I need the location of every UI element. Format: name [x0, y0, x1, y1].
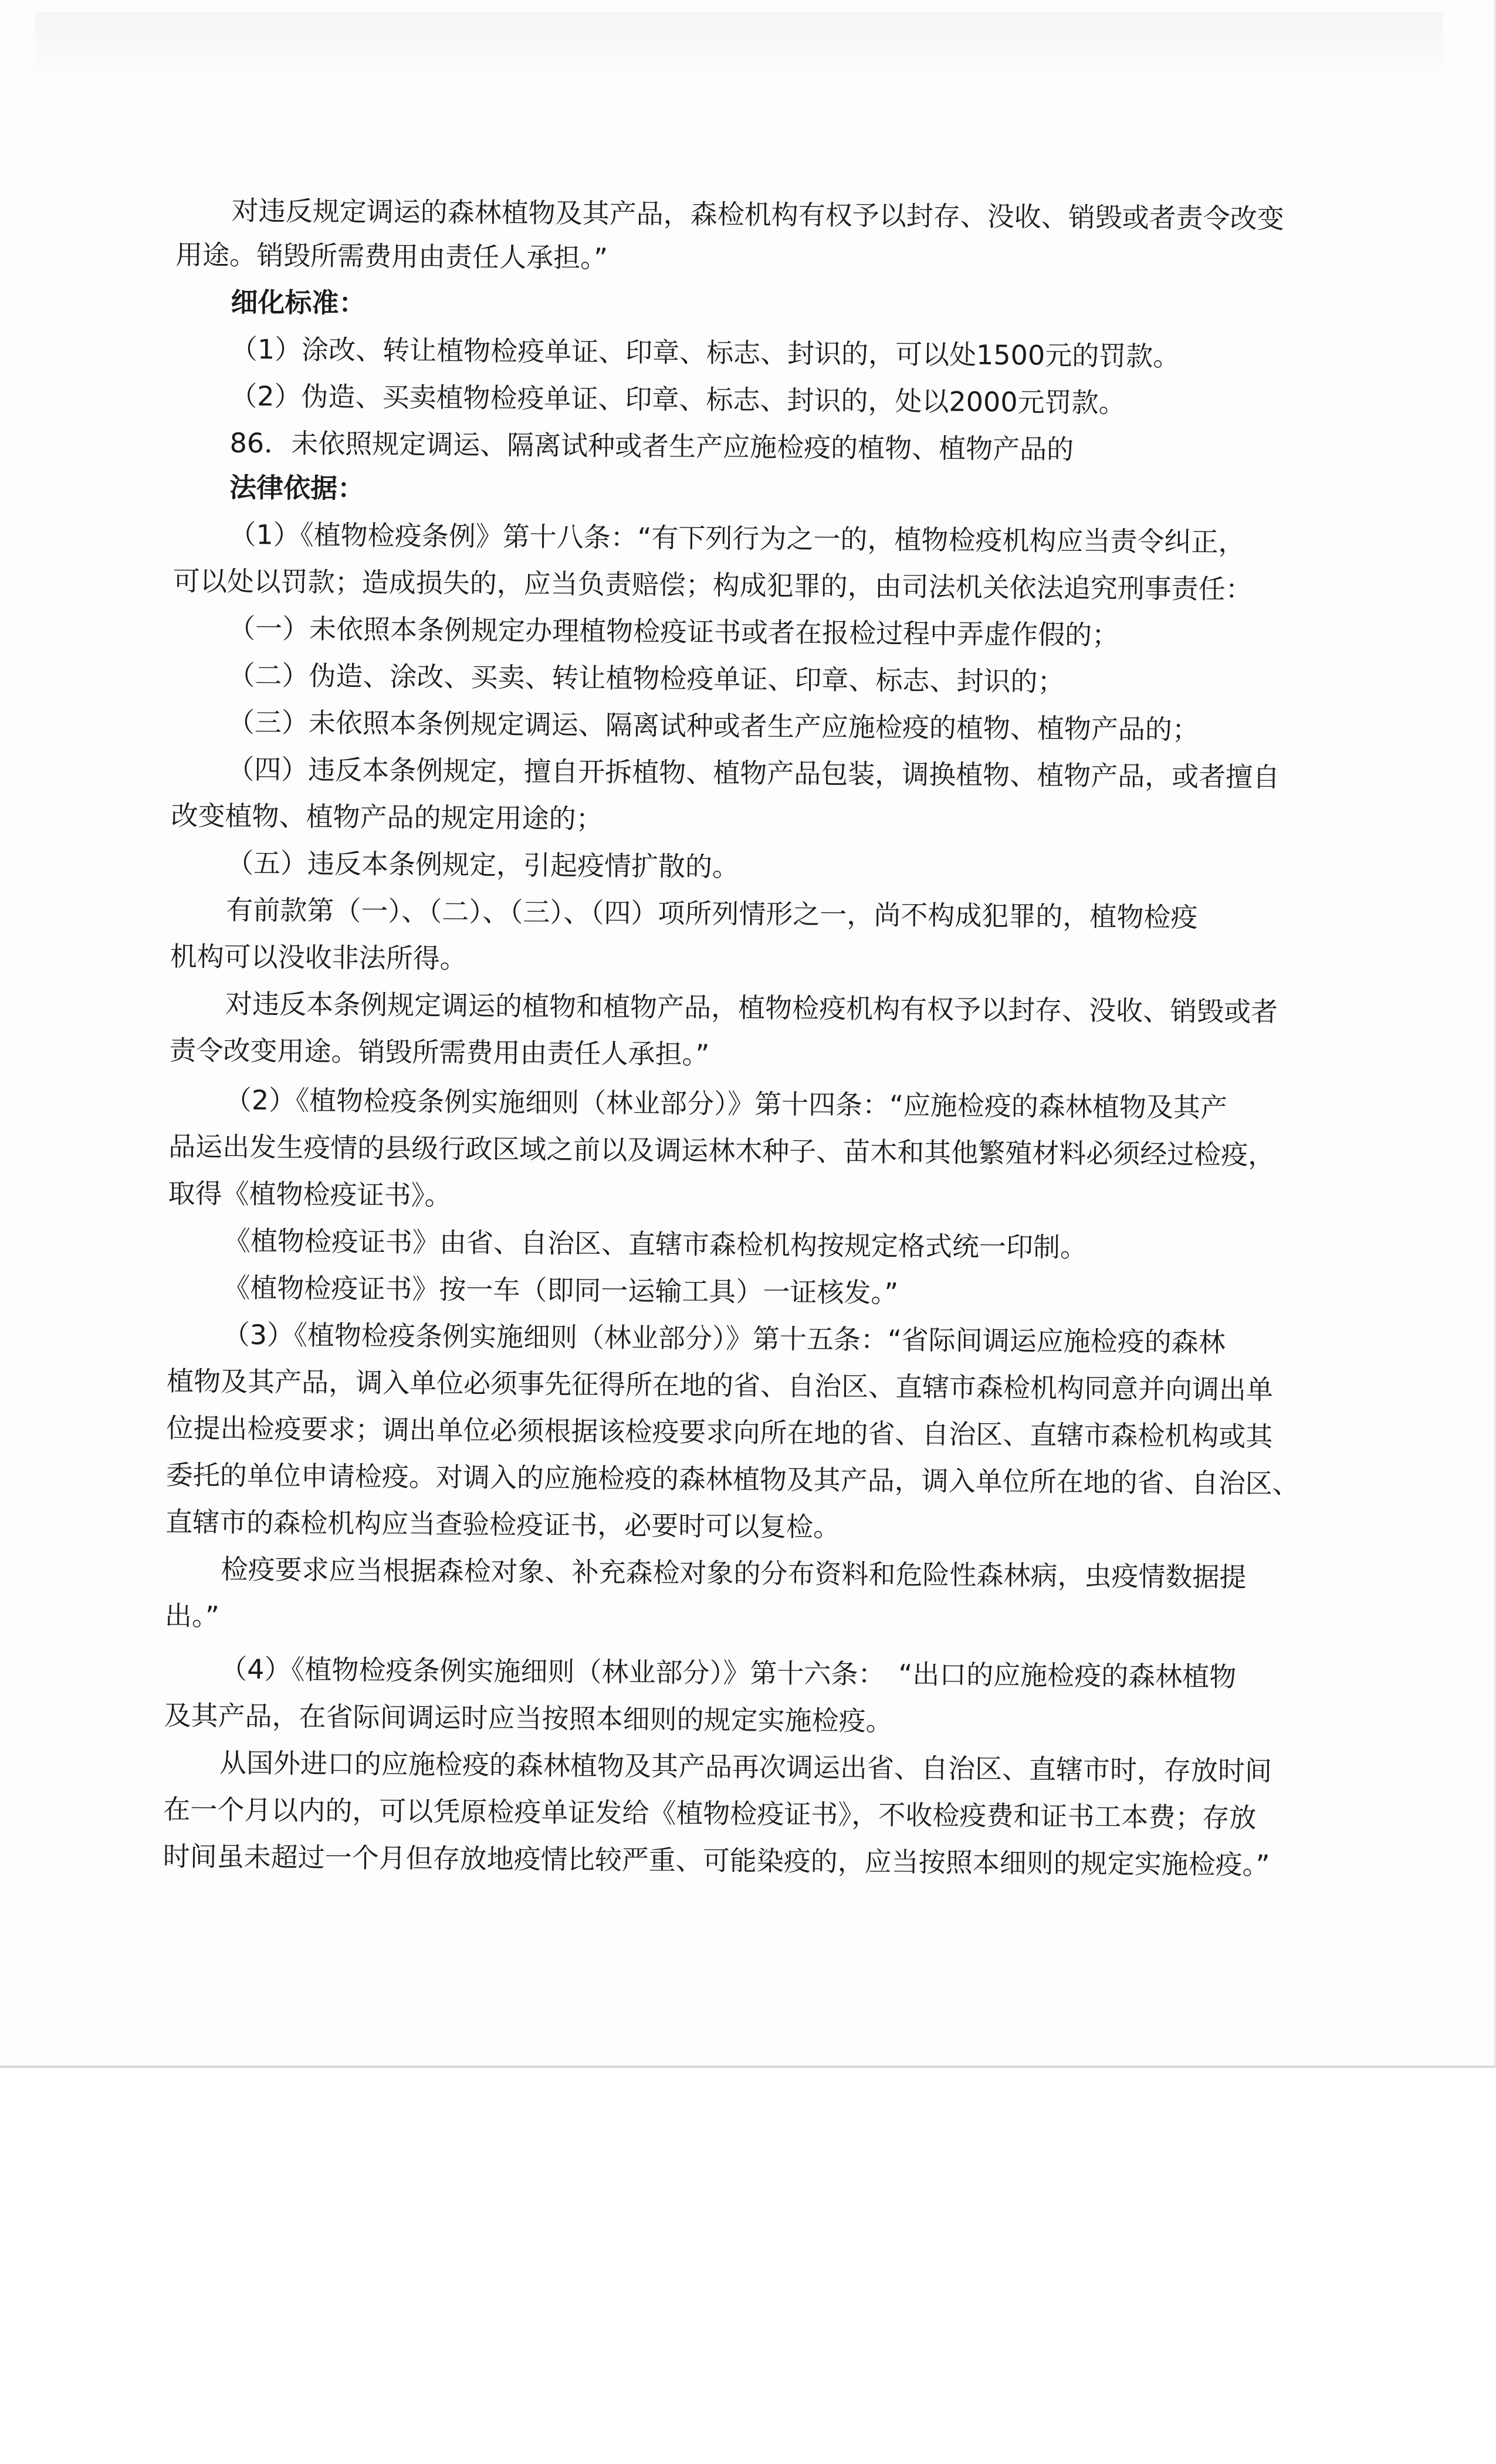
text-line: 《植物检疫证书》按一车（即同一运输工具）一证核发。” [223, 1271, 899, 1309]
text-line: （2）伪造、买卖植物检疫单证、印章、标志、封识的，处以2000元罚款。 [230, 380, 1126, 419]
text-line: 植物及其产品，调入单位必须事先征得所在地的省、自治区、直辖市森检机构同意并向调出单 [166, 1365, 1274, 1406]
text-line: 从国外进口的应施检疫的森林植物及其产品再次调运出省、自治区、直辖市时，存放时间 [219, 1747, 1272, 1787]
document-body [163, 194, 1320, 1881]
text-line: 改变植物、植物产品的规定用途的； [171, 799, 603, 835]
scan-shadow [35, 12, 1443, 82]
text-line: 及其产品，在省际间调运时应当按照本细则的规定实施检疫。 [164, 1699, 893, 1737]
text-line: 委托的单位申请检疫。对调入的应施检疫的森林植物及其产品，调入单位所在地的省、自治区、 [165, 1458, 1299, 1500]
text-line: 有前款第（一）、（二）、（三）、（四）项所列情形之一，尚不构成犯罪的，植物检疫 [226, 893, 1198, 933]
text-line: （二）伪造、涂改、买卖、转让植物检疫单证、印章、标志、封识的； [228, 659, 1065, 698]
text-line: （4）《植物检疫条例实施细则（林业部分）》第十六条： “出口的应施检疫的森林植物 [220, 1653, 1237, 1693]
text-line: 直辖市的森检机构应当查验检疫证书，必要时可以复检。 [165, 1505, 841, 1543]
text-line: （1）涂改、转让植物检疫单证、印章、标志、封识的，可以处1500元的罚款。 [230, 333, 1180, 373]
section-heading: 法律依据： [229, 471, 365, 505]
text-line: 用途。销毁所需费用由责任人承担。” [175, 238, 608, 274]
text-line: 可以处以罚款；造成损失的，应当负责赔偿；构成犯罪的，由司法机关依法追究刑事责任： [172, 564, 1253, 605]
text-line: 责令改变用途。销毁所需费用由责任人承担。” [169, 1034, 710, 1071]
text-line: （1）《植物检疫条例》第十八条：“有下列行为之一的，植物检疫机构应当责令纠正， [229, 518, 1245, 559]
text-line: 机构可以没收非法所得。 [170, 940, 467, 974]
text-line: 出。” [164, 1599, 220, 1632]
text-line: 取得《植物检疫证书》。 [168, 1177, 452, 1211]
item-heading: 86．未依照规定调运、隔离试种或者生产应施检疫的植物、植物产品的 [229, 427, 1074, 466]
text-line: （2）《植物检疫条例实施细则（林业部分）》第十四条：“应施检疫的森林植物及其产 [224, 1084, 1228, 1124]
text-line: 在一个月以内的，可以凭原检疫单证发给《植物检疫证书》，不收检疫费和证书工本费；存放 [163, 1793, 1257, 1834]
text-line: 位提出检疫要求；调出单位必须根据该检疫要求向所在地的省、自治区、直辖市森检机构或其 [166, 1412, 1273, 1453]
text-line: 检疫要求应当根据森检对象、补充森检对象的分布资料和危险性森林病，虫疫情数据提 [221, 1553, 1247, 1593]
text-line: 对违反规定调运的森林植物及其产品，森检机构有权予以封存、没收、销毁或者责令改变 [231, 194, 1284, 235]
text-line: （一）未依照本条例规定办理植物检疫证书或者在报检过程中弄虚作假的； [228, 612, 1119, 651]
text-line: （3）《植物检疫条例实施细则（林业部分）》第十五条：“省际间调运应施检疫的森林 [222, 1318, 1226, 1359]
text-line: 《植物检疫证书》由省、自治区、直辖市森检机构按规定格式统一印制。 [223, 1224, 1088, 1264]
text-line: （五）违反本条例规定，引起疫情扩散的。 [226, 847, 740, 883]
text-line: 对违反本条例规定调运的植物和植物产品，植物检疫机构有权予以封存、没收、销毁或者 [225, 987, 1278, 1028]
text-line: （四）违反本条例规定，擅自开拆植物、植物产品包装，调换植物、植物产品，或者擅自 [227, 753, 1280, 793]
section-heading: 细化标准： [231, 286, 366, 319]
text-line: 品运出发生疫情的县级行政区域之前以及调运林木种子、苗木和其他繁殖材料必须经过检疫， [168, 1130, 1275, 1171]
text-line: 时间虽未超过一个月但存放地疫情比较严重、可能染疫的，应当按照本细则的规定实施检疫。” [163, 1840, 1270, 1881]
text-line: （三）未依照本条例规定调运、隔离试种或者生产应施检疫的植物、植物产品的； [227, 706, 1200, 746]
